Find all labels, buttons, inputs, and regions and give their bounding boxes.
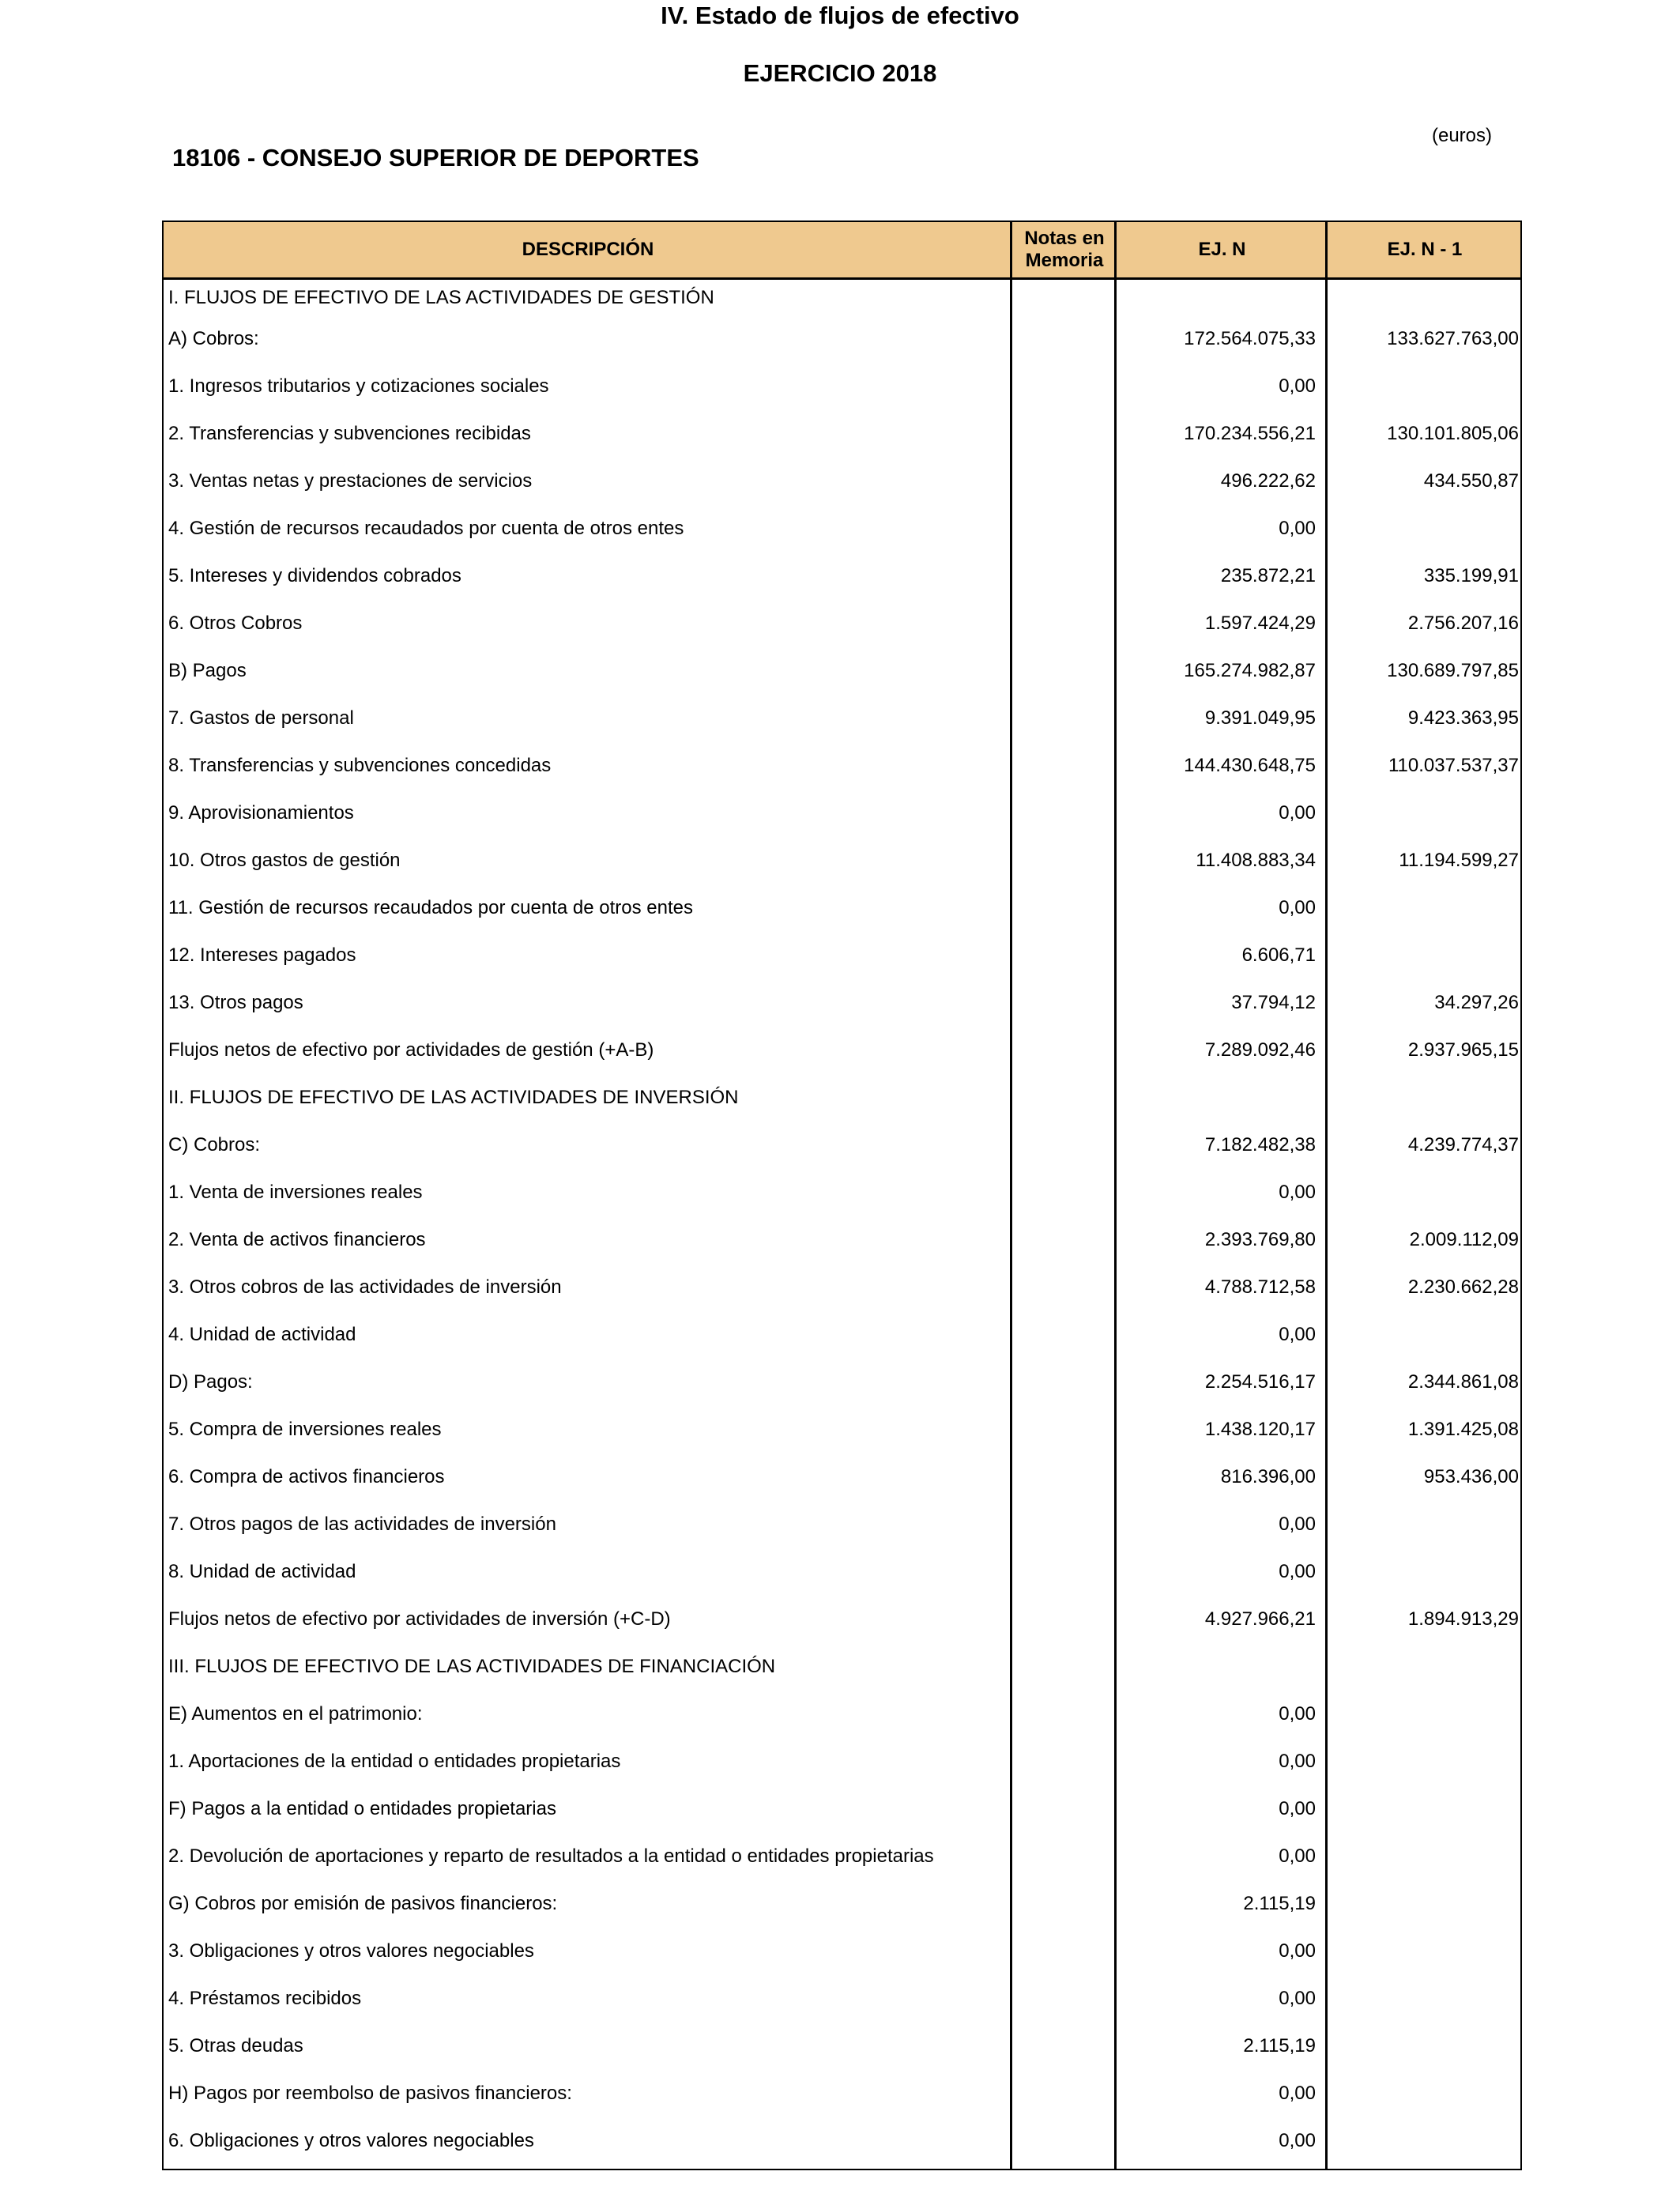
row-value-previous: 34.297,26 — [1434, 992, 1519, 1013]
row-notes — [1012, 1880, 1107, 1928]
row-value-previous — [1327, 1311, 1519, 1359]
cash-flow-table — [162, 221, 1522, 2170]
row-value-previous: 9.423.363,95 — [1407, 707, 1519, 729]
row-value-previous: 2.009.112,09 — [1409, 1229, 1519, 1250]
table-row — [164, 1928, 1520, 1975]
row-value-previous — [1327, 790, 1519, 837]
row-notes — [1012, 932, 1107, 979]
row-value-previous — [1327, 1880, 1519, 1928]
row-description: 2. Venta de activos financieros — [168, 1229, 426, 1250]
row-value-current: 2.115,19 — [1243, 1893, 1316, 1914]
row-description: 4. Gestión de recursos recaudados por cuenta de otros entes — [168, 518, 684, 539]
row-value-current: 0,00 — [1279, 897, 1316, 918]
column-divider — [1325, 222, 1328, 2169]
row-notes — [1012, 600, 1107, 647]
row-value-current: 165.274.982,87 — [1184, 660, 1316, 681]
row-notes — [1012, 695, 1107, 742]
table-row — [164, 979, 1520, 1027]
row-description: 2. Devolución de aportaciones y reparto de resultados a la entidad o entidades propietarias — [168, 1845, 934, 1867]
table-row — [164, 505, 1520, 552]
row-value-previous — [1327, 1928, 1519, 1975]
row-notes — [1012, 2117, 1107, 2165]
row-value-previous — [1327, 1785, 1519, 1833]
row-description: 1. Venta de inversiones reales — [168, 1182, 423, 1203]
row-description: III. FLUJOS DE EFECTIVO DE LAS ACTIVIDADES DE FINANCIACIÓN — [168, 1656, 776, 1677]
row-value-current: 0,00 — [1279, 518, 1316, 539]
row-description: 5. Otras deudas — [168, 2035, 303, 2056]
row-notes — [1012, 1928, 1107, 1975]
table-row — [164, 363, 1520, 410]
row-notes — [1012, 1311, 1107, 1359]
row-value-previous — [1327, 2117, 1519, 2165]
row-description: H) Pagos por reembolso de pasivos financieros: — [168, 2083, 572, 2104]
column-header-previous-year: EJ. N - 1 — [1387, 239, 1463, 260]
row-notes — [1012, 790, 1107, 837]
row-description: 6. Otros Cobros — [168, 613, 303, 634]
row-value-current: 4.788.712,58 — [1204, 1276, 1316, 1298]
row-description: 2. Transferencias y subvenciones recibidas — [168, 423, 531, 444]
table-row — [164, 410, 1520, 458]
row-value-previous: 2.756.207,16 — [1407, 613, 1519, 634]
row-notes — [1012, 1074, 1107, 1122]
row-value-current: 4.927.966,21 — [1204, 1608, 1316, 1630]
row-description: 5. Compra de inversiones reales — [168, 1419, 442, 1440]
row-value-previous — [1327, 363, 1519, 410]
row-description: I. FLUJOS DE EFECTIVO DE LAS ACTIVIDADES DE GESTIÓN — [168, 286, 714, 308]
row-description: Flujos netos de efectivo por actividades de gestión (+A-B) — [168, 1039, 654, 1061]
row-description: 4. Unidad de actividad — [168, 1324, 356, 1345]
row-value-current: 6.606,71 — [1241, 944, 1316, 966]
row-notes — [1012, 1216, 1107, 1264]
row-value-current: 0,00 — [1279, 1182, 1316, 1203]
row-value-current: 235.872,21 — [1220, 565, 1316, 586]
row-value-current: 1.597.424,29 — [1204, 613, 1316, 634]
row-value-previous — [1327, 1975, 1519, 2022]
row-notes — [1012, 1453, 1107, 1501]
table-row — [164, 1169, 1520, 1216]
row-description: 5. Intereses y dividendos cobrados — [168, 565, 461, 586]
row-value-current: 172.564.075,33 — [1184, 328, 1316, 349]
column-header-description: DESCRIPCIÓN — [522, 239, 654, 260]
row-description: 13. Otros pagos — [168, 992, 303, 1013]
table-row — [164, 552, 1520, 600]
row-description: 1. Ingresos tributarios y cotizaciones sociales — [168, 375, 549, 397]
table-row — [164, 1643, 1520, 1691]
row-value-previous — [1327, 1691, 1519, 1738]
row-value-current: 2.254.516,17 — [1204, 1371, 1316, 1393]
row-value-previous — [1327, 2022, 1519, 2070]
row-description: 8. Transferencias y subvenciones concedidas — [168, 755, 552, 776]
row-value-current: 0,00 — [1279, 802, 1316, 824]
table-row — [164, 1216, 1520, 1264]
row-value-previous: 133.627.763,00 — [1387, 328, 1519, 349]
table-row — [164, 1074, 1520, 1122]
table-row — [164, 2117, 1520, 2165]
row-description: 6. Obligaciones y otros valores negociables — [168, 2130, 534, 2151]
row-notes — [1012, 505, 1107, 552]
row-value-current: 496.222,62 — [1220, 470, 1316, 492]
table-row — [164, 1738, 1520, 1785]
row-value-previous: 434.550,87 — [1423, 470, 1519, 492]
row-value-current — [1114, 1074, 1316, 1122]
row-notes — [1012, 979, 1107, 1027]
row-value-current: 0,00 — [1279, 2083, 1316, 2104]
row-value-previous — [1327, 505, 1519, 552]
row-notes — [1012, 1264, 1107, 1311]
row-description: F) Pagos a la entidad o entidades propietarias — [168, 1798, 556, 1819]
row-value-current: 0,00 — [1279, 1798, 1316, 1819]
row-value-current: 0,00 — [1279, 2130, 1316, 2151]
row-value-current — [1114, 1643, 1316, 1691]
row-value-current: 0,00 — [1279, 1561, 1316, 1582]
column-divider — [1114, 222, 1117, 2169]
row-value-previous: 110.037.537,37 — [1388, 755, 1519, 776]
row-value-previous: 1.894.913,29 — [1407, 1608, 1519, 1630]
entity-name: 18106 - CONSEJO SUPERIOR DE DEPORTES — [172, 144, 699, 172]
row-description: E) Aumentos en el patrimonio: — [168, 1703, 423, 1725]
row-value-current: 0,00 — [1279, 1940, 1316, 1962]
table-row — [164, 884, 1520, 932]
row-notes — [1012, 1406, 1107, 1453]
row-value-current: 1.438.120,17 — [1204, 1419, 1316, 1440]
table-row — [164, 1833, 1520, 1880]
table-row — [164, 1406, 1520, 1453]
table-row — [164, 1359, 1520, 1406]
row-value-current: 2.115,19 — [1243, 2035, 1316, 2056]
row-notes — [1012, 1738, 1107, 1785]
page-title: IV. Estado de flujos de efectivo — [661, 2, 1019, 29]
row-notes — [1012, 363, 1107, 410]
table-body — [164, 280, 1520, 2165]
table-row — [164, 280, 1520, 315]
row-notes — [1012, 1596, 1107, 1643]
row-value-current: 0,00 — [1279, 375, 1316, 397]
row-description: 10. Otros gastos de gestión — [168, 850, 401, 871]
row-value-current: 0,00 — [1279, 1845, 1316, 1867]
table-row — [164, 1501, 1520, 1548]
row-description: Flujos netos de efectivo por actividades de inversión (+C-D) — [168, 1608, 671, 1630]
row-notes — [1012, 1833, 1107, 1880]
row-value-previous — [1327, 932, 1519, 979]
row-description: II. FLUJOS DE EFECTIVO DE LAS ACTIVIDADES DE INVERSIÓN — [168, 1087, 739, 1108]
row-notes — [1012, 552, 1107, 600]
column-header-current-year: EJ. N — [1198, 239, 1246, 260]
row-notes — [1012, 837, 1107, 884]
row-value-current: 37.794,12 — [1231, 992, 1316, 1013]
table-row — [164, 790, 1520, 837]
row-value-previous: 2.937.965,15 — [1407, 1039, 1519, 1061]
column-header-notes: Notas en Memoria — [1024, 228, 1105, 271]
row-notes — [1012, 1643, 1107, 1691]
row-description: B) Pagos — [168, 660, 247, 681]
row-description: C) Cobros: — [168, 1134, 261, 1155]
table-row — [164, 1453, 1520, 1501]
row-value-previous: 953.436,00 — [1423, 1466, 1519, 1487]
table-row — [164, 315, 1520, 363]
row-notes — [1012, 1785, 1107, 1833]
row-value-previous: 335.199,91 — [1423, 565, 1519, 586]
row-notes — [1012, 884, 1107, 932]
table-row — [164, 647, 1520, 695]
row-notes — [1012, 1975, 1107, 2022]
table-row — [164, 458, 1520, 505]
table-header — [164, 222, 1520, 280]
row-notes — [1012, 410, 1107, 458]
column-divider — [1010, 222, 1012, 2169]
table-row — [164, 837, 1520, 884]
row-value-current: 0,00 — [1279, 1751, 1316, 1772]
row-notes — [1012, 280, 1107, 315]
row-value-previous — [1327, 1548, 1519, 1596]
row-value-previous: 2.344.861,08 — [1407, 1371, 1519, 1393]
row-value-current: 11.408.883,34 — [1196, 850, 1316, 871]
row-value-current: 9.391.049,95 — [1204, 707, 1316, 729]
table-row — [164, 2070, 1520, 2117]
row-notes — [1012, 1122, 1107, 1169]
table-row — [164, 932, 1520, 979]
row-notes — [1012, 315, 1107, 363]
table-row — [164, 1311, 1520, 1359]
row-value-previous — [1327, 280, 1519, 315]
row-value-current: 144.430.648,75 — [1184, 755, 1316, 776]
row-notes — [1012, 1548, 1107, 1596]
row-value-previous — [1327, 1501, 1519, 1548]
table-row — [164, 1975, 1520, 2022]
row-value-previous: 2.230.662,28 — [1407, 1276, 1519, 1298]
row-description: 3. Ventas netas y prestaciones de servicios — [168, 470, 533, 492]
row-description: 6. Compra de activos financieros — [168, 1466, 445, 1487]
row-notes — [1012, 1359, 1107, 1406]
table-row — [164, 742, 1520, 790]
row-description: 3. Obligaciones y otros valores negociables — [168, 1940, 534, 1962]
row-notes — [1012, 458, 1107, 505]
row-value-current: 7.182.482,38 — [1204, 1134, 1316, 1155]
row-value-current: 170.234.556,21 — [1184, 423, 1316, 444]
row-value-previous — [1327, 1833, 1519, 1880]
row-value-previous: 1.391.425,08 — [1407, 1419, 1519, 1440]
row-value-current — [1114, 280, 1316, 315]
row-description: G) Cobros por emisión de pasivos financieros: — [168, 1893, 558, 1914]
exercise-year: EJERCICIO 2018 — [743, 59, 937, 87]
row-value-current: 7.289.092,46 — [1204, 1039, 1316, 1061]
row-value-previous: 130.689.797,85 — [1387, 660, 1519, 681]
row-description: 7. Gastos de personal — [168, 707, 354, 729]
row-value-previous — [1327, 2070, 1519, 2117]
table-row — [164, 2022, 1520, 2070]
row-notes — [1012, 1501, 1107, 1548]
row-value-previous: 130.101.805,06 — [1387, 423, 1519, 444]
row-description: 12. Intereses pagados — [168, 944, 356, 966]
row-value-previous: 4.239.774,37 — [1407, 1134, 1519, 1155]
row-description: A) Cobros: — [168, 328, 259, 349]
row-notes — [1012, 742, 1107, 790]
table-row — [164, 1122, 1520, 1169]
row-value-current: 0,00 — [1279, 1703, 1316, 1725]
row-notes — [1012, 2022, 1107, 2070]
row-value-current: 0,00 — [1279, 1324, 1316, 1345]
table-row — [164, 1027, 1520, 1074]
row-notes — [1012, 2070, 1107, 2117]
row-value-previous — [1327, 1643, 1519, 1691]
row-notes — [1012, 1691, 1107, 1738]
row-notes — [1012, 1027, 1107, 1074]
row-notes — [1012, 647, 1107, 695]
row-value-previous — [1327, 1738, 1519, 1785]
row-description: 1. Aportaciones de la entidad o entidades propietarias — [168, 1751, 621, 1772]
row-value-current: 0,00 — [1279, 1988, 1316, 2009]
table-row — [164, 1596, 1520, 1643]
row-description: 11. Gestión de recursos recaudados por cuenta de otros entes — [168, 897, 693, 918]
row-value-previous — [1327, 1074, 1519, 1122]
row-value-previous — [1327, 884, 1519, 932]
table-row — [164, 600, 1520, 647]
table-row — [164, 1548, 1520, 1596]
row-value-current: 816.396,00 — [1220, 1466, 1316, 1487]
row-value-current: 2.393.769,80 — [1204, 1229, 1316, 1250]
row-description: 4. Préstamos recibidos — [168, 1988, 362, 2009]
row-description: 9. Aprovisionamientos — [168, 802, 354, 824]
table-row — [164, 1691, 1520, 1738]
table-row — [164, 695, 1520, 742]
table-row — [164, 1785, 1520, 1833]
row-value-previous — [1327, 1169, 1519, 1216]
row-value-current: 0,00 — [1279, 1514, 1316, 1535]
row-notes — [1012, 1169, 1107, 1216]
table-row — [164, 1264, 1520, 1311]
row-description: D) Pagos: — [168, 1371, 253, 1393]
currency-units: (euros) — [1431, 125, 1493, 146]
row-description: 3. Otros cobros de las actividades de inversión — [168, 1276, 562, 1298]
row-description: 8. Unidad de actividad — [168, 1561, 356, 1582]
row-value-previous: 11.194.599,27 — [1399, 850, 1519, 871]
table-row — [164, 1880, 1520, 1928]
row-description: 7. Otros pagos de las actividades de inversión — [168, 1514, 556, 1535]
